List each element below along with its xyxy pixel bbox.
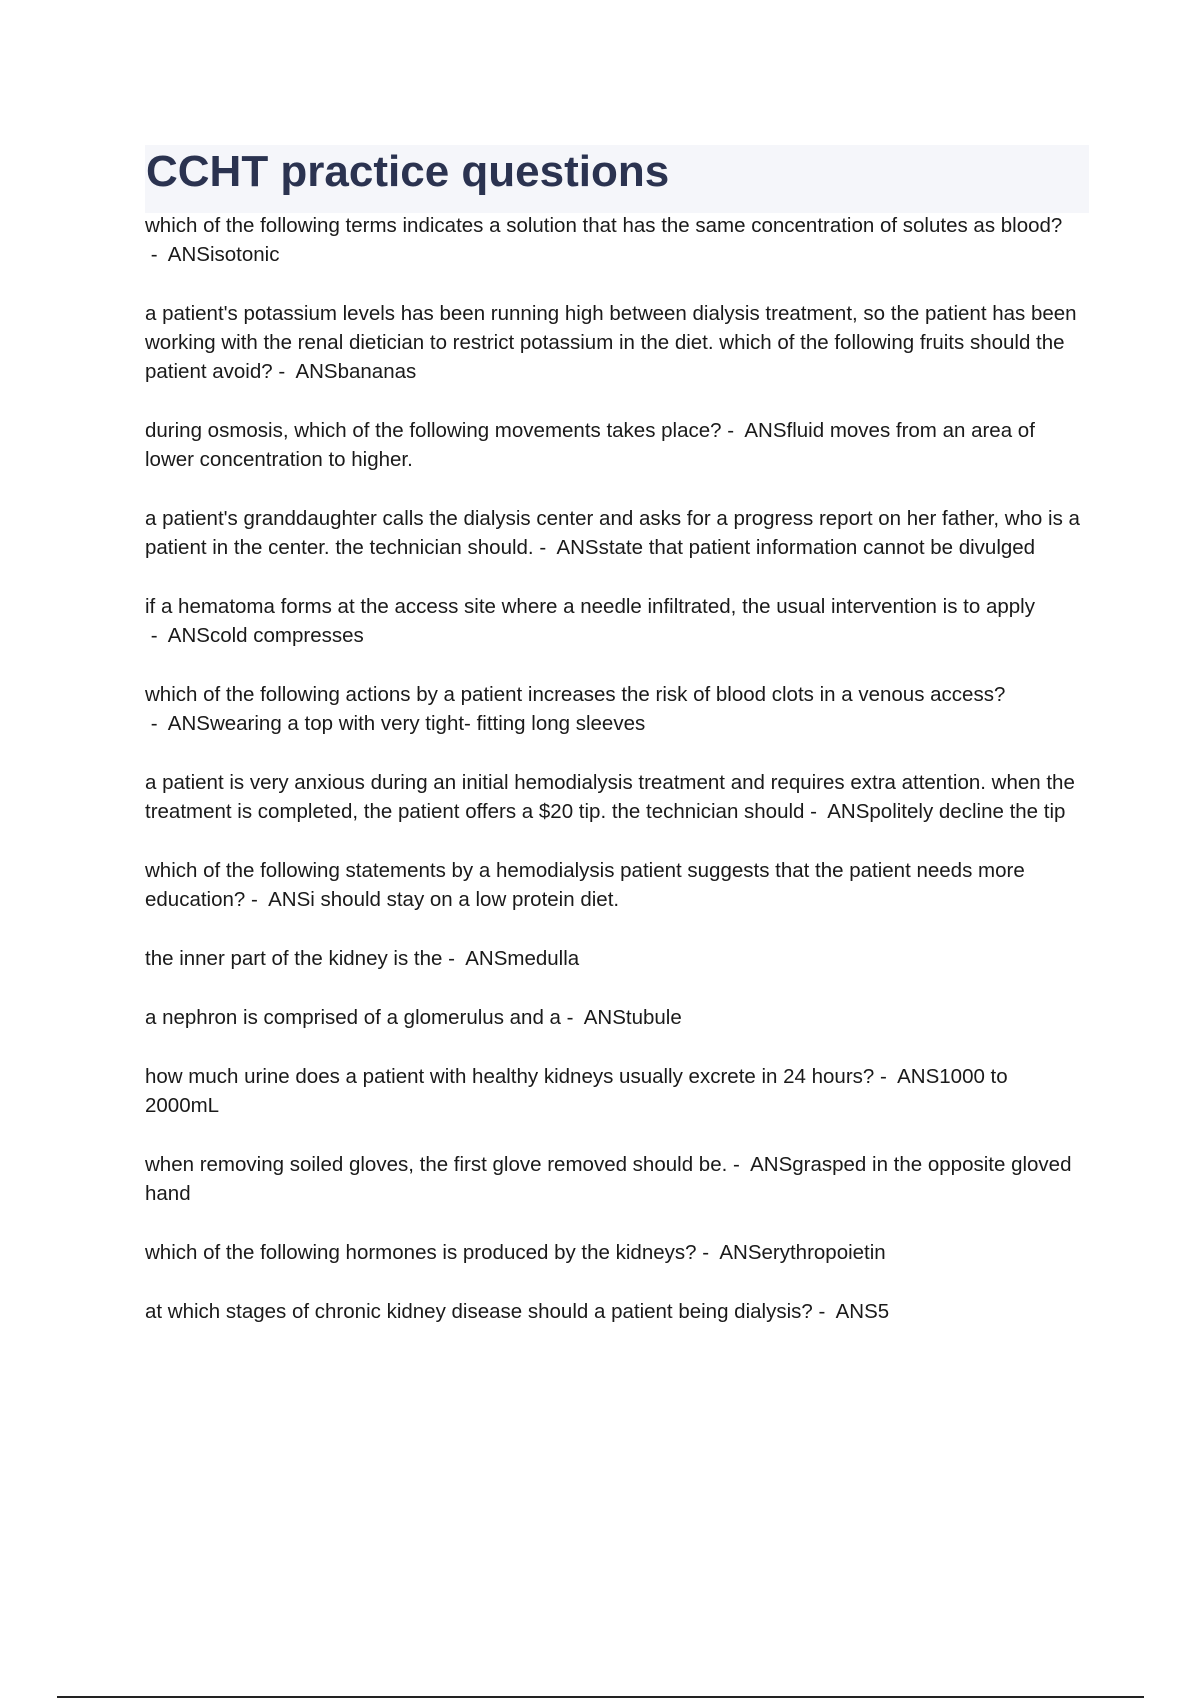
answer-text: ANSi should stay on a low protein diet. [268, 888, 620, 911]
qa-list [145, 211, 1085, 1356]
answer-text: ANSmedulla [465, 947, 580, 970]
answer-separator: - [245, 888, 269, 911]
question-text: a patient is very anxious during an initial hemodialysis treatment and requires extra attention. when the treatment is completed, the patient offers a $20 tip. the technician should [145, 771, 1075, 823]
question-text: during osmosis, which of the following movements takes place? [145, 419, 722, 442]
qa-item [145, 504, 1085, 562]
question-text: how much urine does a patient with healthy kidneys usually excrete in 24 hours? [145, 1065, 875, 1088]
answer-separator: - [874, 1065, 898, 1088]
qa-item [145, 768, 1085, 826]
answer-text: ANSwearing a top with very tight- fitting long sleeves [167, 712, 646, 735]
answer-separator: - [721, 419, 745, 442]
qa-item [145, 856, 1085, 914]
answer-text: ANSisotonic [167, 243, 280, 266]
answer-text: ANSbananas [295, 360, 417, 383]
answer-text: ANStubule [583, 1006, 682, 1029]
question-text: a patient's granddaughter calls the dialysis center and asks for a progress report on her father, who is a patient in the center. the technician should. [145, 507, 1080, 559]
answer-text: ANSgrasped in the opposite gloved hand [145, 1153, 1072, 1205]
answer-separator: - [727, 1153, 751, 1176]
question-text: which of the following actions by a patient increases the risk of blood clots in a venous access? [145, 683, 1006, 706]
page-title: CCHT practice questions [146, 147, 670, 196]
answer-text: ANSfluid moves from an area of lower concentration to higher. [145, 419, 1035, 471]
qa-item [145, 1003, 1085, 1032]
answer-separator: - [442, 947, 466, 970]
qa-item [145, 680, 1085, 738]
qa-item [145, 1238, 1085, 1267]
question-text: the inner part of the kidney is the [145, 947, 443, 970]
question-text: a nephron is comprised of a glomerulus and a [145, 1006, 561, 1029]
answer-text: ANSstate that patient information cannot be divulged [556, 536, 1036, 559]
answer-separator: - [272, 360, 296, 383]
qa-item [145, 1297, 1085, 1326]
answer-text: ANSerythropoietin [719, 1241, 886, 1264]
qa-item [145, 944, 1085, 973]
question-text: a patient's potassium levels has been running high between dialysis treatment, so the patient has been working with the renal dietician to restrict potassium in the diet. which of the following fruits should the patient avoid? [145, 302, 1077, 383]
question-text: which of the following statements by a hemodialysis patient suggests that the patient needs more education? [145, 859, 1025, 911]
qa-item [145, 592, 1085, 650]
answer-text: ANSpolitely decline the tip [827, 800, 1066, 823]
question-text: which of the following hormones is produced by the kidneys? [145, 1241, 697, 1264]
answer-separator: - [560, 1006, 584, 1029]
qa-item [145, 416, 1085, 474]
question-text: at which stages of chronic kidney disease should a patient being dialysis? [145, 1300, 813, 1323]
footer-divider [57, 1696, 1144, 1698]
answer-text: ANScold compresses [167, 624, 364, 647]
answer-separator: - [145, 712, 168, 735]
qa-item [145, 299, 1085, 386]
question-text: if a hematoma forms at the access site where a needle infiltrated, the usual intervention is to apply [145, 595, 1035, 618]
answer-separator: - [696, 1241, 720, 1264]
answer-separator: - [812, 1300, 836, 1323]
answer-separator: - [533, 536, 557, 559]
qa-item [145, 1150, 1085, 1208]
qa-item [145, 211, 1085, 269]
answer-text: ANS1000 to 2000mL [145, 1065, 1008, 1117]
question-text: which of the following terms indicates a solution that has the same concentration of solutes as blood? [145, 214, 1063, 237]
answer-separator: - [145, 243, 168, 266]
answer-separator: - [145, 624, 168, 647]
answer-text: ANS5 [835, 1300, 890, 1323]
answer-separator: - [804, 800, 828, 823]
question-text: when removing soiled gloves, the first glove removed should be. [145, 1153, 728, 1176]
qa-item [145, 1062, 1085, 1120]
